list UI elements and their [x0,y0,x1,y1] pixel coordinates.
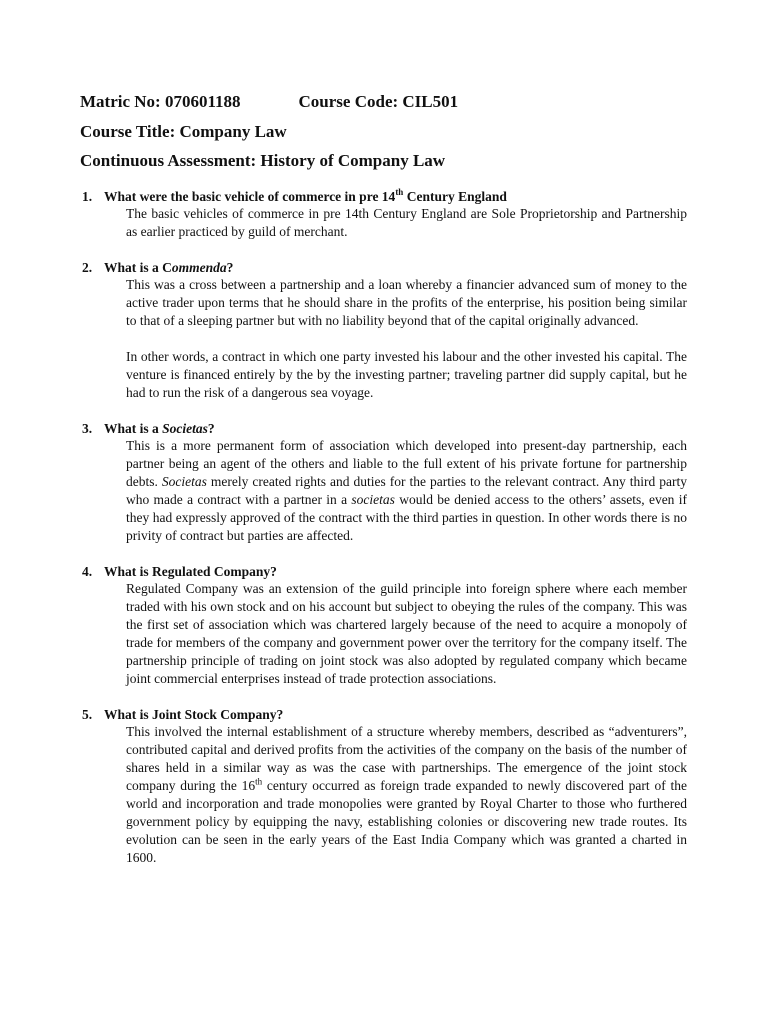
question-5-answer: This involved the internal establishment of a structure whereby members, described as “adventurers”, contributed capital and derived profits from the activities of the company on the basis of the number of shares held in a similar way as was the case with partnerships. The emergence of the joint stock company during the 16th century occurred as foreign trade expanded to newly discovered part of the world and incorporation and trade monopolies were granted by Royal Charter to those who furthered government policy by equipping the navy, establishing colonies or discovering new trade routes. Its evolution can be seen in the early years of the East India Company which was granted a charted in 1600. [126,724,687,865]
course-code: Course Code: CIL501 [298,92,459,111]
header-line-1 [80,92,690,112]
question-5 [82,706,687,867]
question-1-answer: The basic vehicles of commerce in pre 14th Century England are Sole Proprietorship and Partnership as earlier practiced by guild of merchant. [126,206,687,239]
question-4 [82,563,687,688]
question-number: 3. [82,421,93,436]
document-header [80,92,690,181]
question-3 [82,420,687,545]
question-2-answer-p2: In other words, a contract in which one party invested his labour and the other invested his capital. The venture is financed entirely by the by the investing partner; traveling partner did supply capital, but he had to run the risk of a dangerous sea voyage. [126,349,687,400]
question-1-title: 1. What were the basic vehicle of commerce in pre 14th Century England [82,186,507,204]
matric-number: Matric No: 070601188 [80,92,241,111]
question-3-title: 3. What is a Societas? [82,421,215,436]
question-list [82,186,687,885]
question-number: 4. [82,564,93,579]
question-number: 1. [82,189,93,204]
question-2-title: 2. What is a Commenda? [82,260,234,275]
question-3-answer: This is a more permanent form of association which developed into present-day partnership, each partner being an agent of the others and liable to the full extent of his private fortune for partnership debts. Societas merely created rights and duties for the parties to the relevant contract. Any third party who made a contract with a partner in a societas would be denied access to the others’ assets, even if they had expressly approved of the contract with the third parties in question. In other words there is no privity of contract but parties are affected. [126,438,687,543]
question-number: 2. [82,260,93,275]
question-2-answer-p1: This was a cross between a partnership and a loan whereby a financier advanced sum of money to the active trader upon terms that he should share in the profits of the enterprise, his position being similar to that of a sleeping partner but with no liability beyond that of the capital originally advanced. [126,277,687,328]
question-5-title: 5. What is Joint Stock Company? [82,707,284,722]
question-4-answer: Regulated Company was an extension of the guild principle into foreign sphere where each member traded with his own stock and on his account but subject to obeying the rules of the company. This was the first set of association which was chartered largely because of the need to acquire a monopoly of trade for members of the company and government power over the territory for the company itself. The partnership principle of trading on joint stock was also adopted by regulated company which became joint commercial enterprises instead of trade protection associations. [126,581,687,686]
course-title: Course Title: Company Law [80,121,287,141]
assessment-title: Continuous Assessment: History of Company Law [80,151,446,170]
question-1 [82,186,687,241]
question-2 [82,259,687,402]
question-4-title: 4. What is Regulated Company? [82,564,277,579]
question-number: 5. [82,707,93,722]
